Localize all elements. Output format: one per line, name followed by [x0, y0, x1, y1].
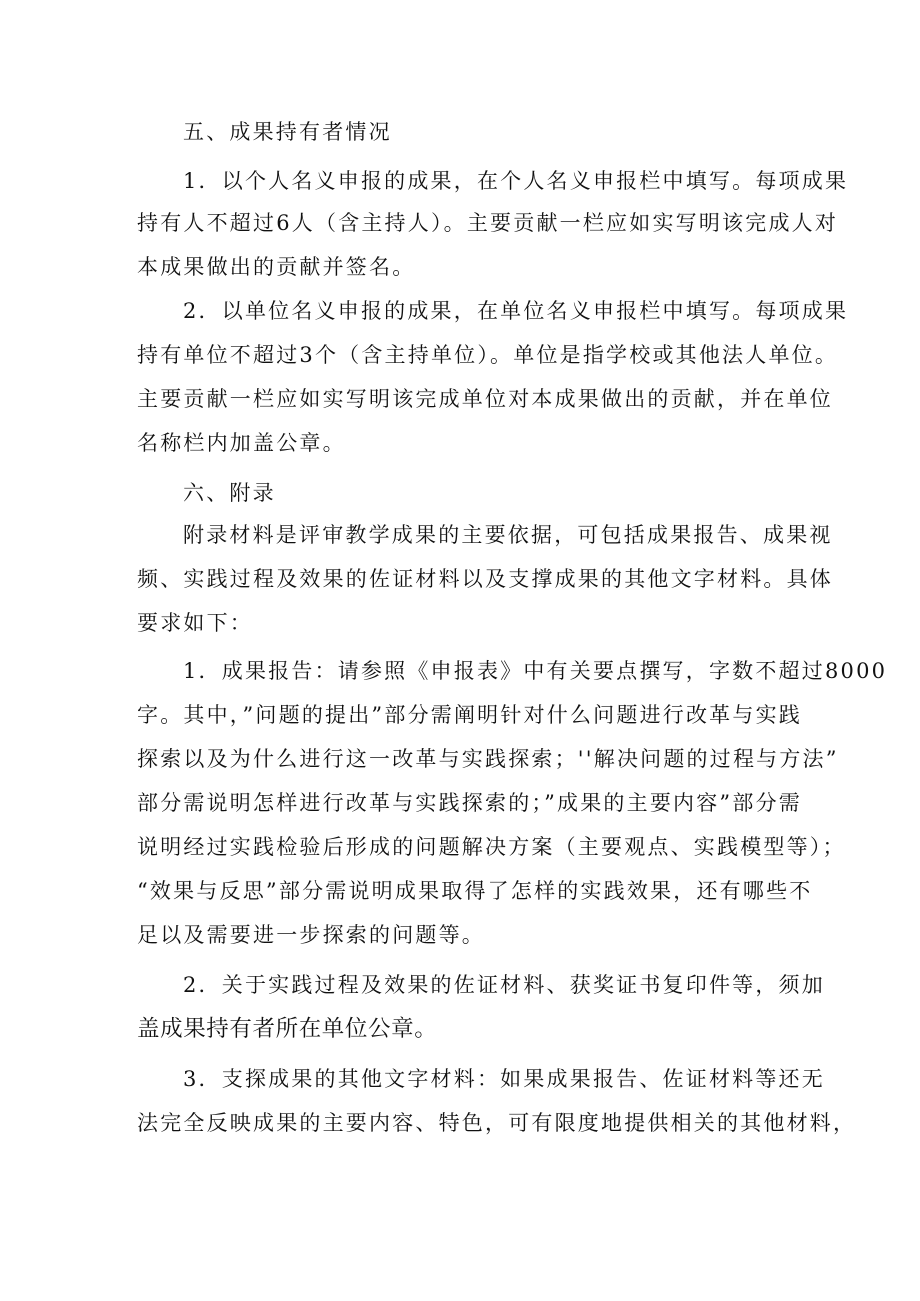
- appendix-item-2-line-2: 盖成果持有者所在单位公章。: [137, 1016, 438, 1042]
- holders-item-2-line-4: 名称栏内加盖公章。: [137, 431, 346, 455]
- appendix-item-1-line-5: 说明经过实践检验后形成的问题解决方案（主要观点、实践模型等）；: [137, 835, 846, 859]
- section-heading-holders: 五、成果持有者情况: [183, 120, 392, 144]
- appendix-item-3-line-2: 法完全反映成果的主要内容、特色，可有限度地提供相关的其他材料，: [137, 1111, 857, 1135]
- appendix-item-1-line-3: 探索以及为什么进行这一改革与实践探索；''解决问题的过程与方法”: [137, 747, 839, 771]
- holders-item-1-line-2: 持有人不超过6人（含主持人）。主要贡献一栏应如实写明该完成人对: [137, 211, 839, 235]
- holders-item-1-line-3: 本成果做出的贡献并签名。: [137, 255, 416, 279]
- holders-item-2-line-3: 主要贡献一栏应如实写明该完成单位对本成果做出的贡献，并在单位: [137, 387, 833, 411]
- appendix-intro-line-2: 频、实践过程及效果的佐证材料以及支撑成果的其他文字材料。具体: [137, 567, 833, 591]
- holders-item-1-line-1: 1．以个人名义申报的成果，在个人名义申报栏中填写。每项成果: [183, 169, 849, 193]
- section-heading-appendix: 六、附录: [183, 481, 276, 505]
- holders-item-2-line-2: 持有单位不超过3个（含主持单位）。单位是指学校或其他法人单位。: [137, 343, 839, 367]
- appendix-item-2-line-1: 2．关于实践过程及效果的佐证材料、获奖证书复印件等，须加: [183, 973, 825, 997]
- appendix-item-1-line-6: “效果与反思”部分需说明成果取得了怎样的实践效果，还有哪些不: [137, 879, 813, 903]
- holders-item-2-line-1: 2．以单位名义申报的成果，在单位名义申报栏中填写。每项成果: [183, 299, 849, 323]
- appendix-item-1-line-4: 部分需说明怎样进行改革与实践探索的；”成果的主要内容”部分需: [137, 791, 802, 815]
- appendix-intro-line-3: 要求如下：: [137, 611, 253, 635]
- appendix-item-1-line-1: 1．成果报告：请参照《申报表》中有关要点撰写，字数不超过8000: [183, 659, 888, 683]
- appendix-item-1-line-7: 足以及需要进一步探索的问题等。: [137, 923, 485, 947]
- appendix-item-3-line-1: 3．支探成果的其他文字材料：如果成果报告、佐证材料等还无: [183, 1067, 825, 1091]
- appendix-item-1-line-2: 字。其中，”问题的提出”部分需阐明针对什么问题进行改革与实践: [137, 703, 802, 727]
- appendix-intro-line-1: 附录材料是评审教学成果的主要依据，可包括成果报告、成果视: [183, 523, 833, 547]
